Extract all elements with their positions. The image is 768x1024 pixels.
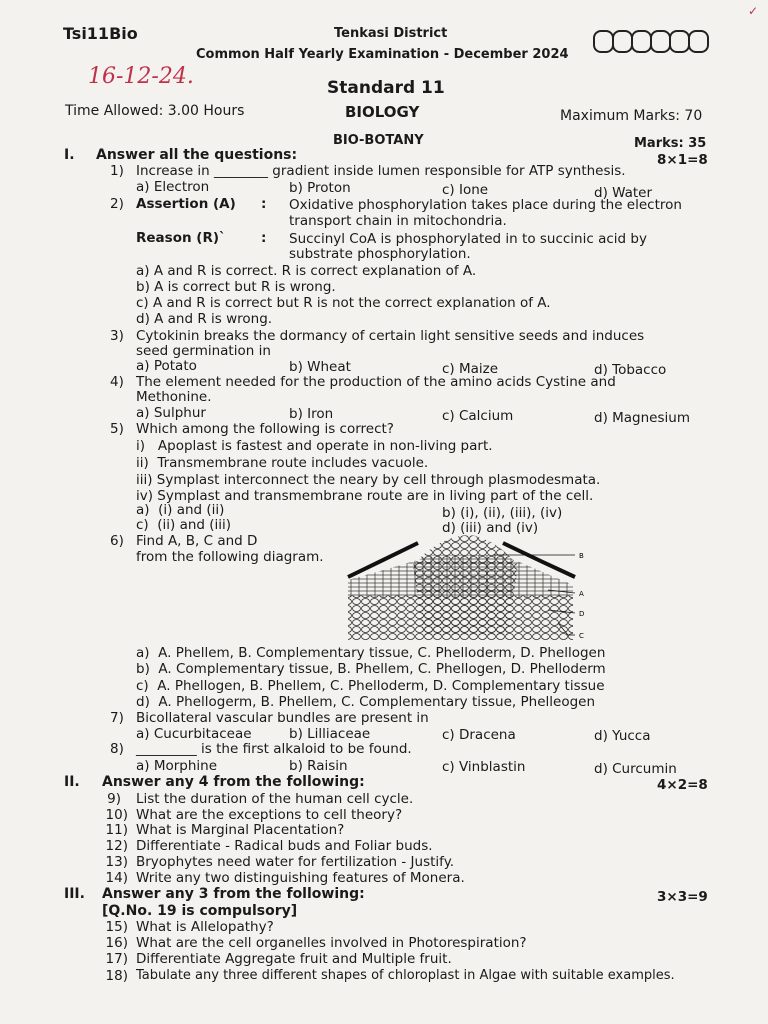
q15-number: 15) <box>105 919 128 935</box>
q12-number: 12) <box>105 838 128 854</box>
time-allowed: Time Allowed: 3.00 Hours <box>65 103 245 119</box>
section-3-note: [Q.No. 19 is compulsory] <box>102 903 298 919</box>
q11-text: What is Marginal Placentation? <box>136 822 345 838</box>
section-2-marks: 4×2=8 <box>657 777 708 793</box>
q2-option-b: b) A is correct but R is wrong. <box>136 279 336 295</box>
q1-option-b: b) Proton <box>289 180 351 196</box>
q7-option-d: d) Yucca <box>594 728 651 744</box>
q3-option-b: b) Wheat <box>289 359 351 375</box>
q4-option-d: d) Magnesium <box>594 410 690 426</box>
q5-text: Which among the following is correct? <box>136 421 394 437</box>
q1-option-a: a) Electron <box>136 179 210 195</box>
red-pen-mark: ✓ <box>748 4 759 18</box>
q3-option-d: d) Tobacco <box>594 362 667 378</box>
q4-option-a: a) Sulphur <box>136 405 206 421</box>
q5-option-d: d) (iii) and (iv) <box>442 520 539 536</box>
section-3-marks: 3×3=9 <box>657 889 708 905</box>
q14-text: Write any two distinguishing features of Monera. <box>136 870 465 886</box>
q5-statement-ii: ii) Transmembrane route includes vacuole. <box>136 455 429 471</box>
q11-number: 11) <box>105 822 128 838</box>
q8-option-b: b) Raisin <box>289 758 348 774</box>
q12-text: Differentiate - Radical buds and Foliar buds. <box>136 838 433 854</box>
section-2-title: Answer any 4 from the following: <box>102 774 365 790</box>
q1-option-d: d) Water <box>594 185 653 201</box>
q2-assertion-colon: : <box>261 196 267 212</box>
q5-statement-iii: iii) Symplast interconnect the neary by cell through plasmodesmata. <box>136 472 601 488</box>
q16-text: What are the cell organelles involved in Photorespiration? <box>136 935 527 951</box>
q4-text-line-2: Methonine. <box>136 389 212 405</box>
part-title: BIO-BOTANY <box>333 133 424 148</box>
paper-code: Tsi11Bio <box>63 24 138 43</box>
q1-text: Increase in ________ gradient inside lumen responsible for ATP synthesis. <box>136 163 626 179</box>
maximum-marks: Maximum Marks: 70 <box>560 108 703 124</box>
q9-text: List the duration of the human cell cycle. <box>136 791 414 807</box>
q4-number: 4) <box>110 374 124 390</box>
q6-option-d: d) A. Phellogerm, B. Phellem, C. Complementary tissue, Phelleogen <box>136 694 596 710</box>
q8-number: 8) <box>110 741 124 757</box>
q5-statement-iv: iv) Symplast and transmembrane route are in living part of the cell. <box>136 488 594 504</box>
q2-reason-line-1: Succinyl CoA is phosphorylated in to succinic acid by <box>289 231 647 247</box>
section-3-number: III. <box>64 886 85 902</box>
q7-text: Bicollateral vascular bundles are present in <box>136 710 429 726</box>
q13-number: 13) <box>105 854 128 870</box>
q2-number: 2) <box>110 196 124 212</box>
section-1-number: I. <box>64 147 75 163</box>
q8-option-a: a) Morphine <box>136 758 218 774</box>
q6-option-c: c) A. Phellogen, B. Phellem, C. Phelloderm, D. Complementary tissue <box>136 678 605 694</box>
exam-title: Common Half Yearly Examination - December 2024 <box>196 47 569 62</box>
q5-number: 5) <box>110 421 124 437</box>
q2-assertion-line-1: Oxidative phosphorylation takes place during the electron <box>289 197 682 213</box>
q10-text: What are the exceptions to cell theory? <box>136 807 403 823</box>
periderm-diagram <box>343 535 593 645</box>
diagram-label-b: B <box>579 552 584 560</box>
q1-option-c: c) Ione <box>442 182 489 198</box>
section-1-marks: 8×1=8 <box>657 152 708 168</box>
q6-text-line-1: Find A, B, C and D <box>136 533 258 549</box>
q2-reason-colon: : <box>261 230 267 246</box>
q4-text-line-1: The element needed for the production of the amino acids Cystine and <box>136 374 616 390</box>
q3-text-line-1: Cytokinin breaks the dormancy of certain light sensitive seeds and induces <box>136 328 645 344</box>
q3-option-a: a) Potato <box>136 358 197 374</box>
q6-option-b: b) A. Complementary tissue, B. Phellem, C. Phellogen, D. Phelloderm <box>136 661 606 677</box>
q13-text: Bryophytes need water for fertilization - Justify. <box>136 854 455 870</box>
part-marks: Marks: 35 <box>634 136 707 151</box>
q5-option-c: c) (ii) and (iii) <box>136 517 232 533</box>
section-1-title: Answer all the questions: <box>96 147 298 163</box>
q3-number: 3) <box>110 328 124 344</box>
q2-reason-label: Reason (R)` <box>136 230 226 246</box>
q4-option-c: c) Calcium <box>442 408 514 424</box>
q10-number: 10) <box>105 807 128 823</box>
q2-assertion-line-2: transport chain in mitochondria. <box>289 213 507 229</box>
q14-number: 14) <box>105 870 128 886</box>
q8-option-d: d) Curcumin <box>594 761 677 777</box>
q5-statement-i: i) Apoplast is fastest and operate in non-living part. <box>136 438 493 454</box>
q7-option-b: b) Lilliaceae <box>289 726 371 742</box>
section-3-title: Answer any 3 from the following: <box>102 886 365 902</box>
subject-label: BIOLOGY <box>345 103 420 121</box>
q2-assertion-label: Assertion (A) <box>136 196 236 212</box>
q9-number: 9) <box>107 791 121 807</box>
q17-number: 17) <box>105 951 128 967</box>
q4-option-b: b) Iron <box>289 406 334 422</box>
register-number-boxes <box>593 30 707 53</box>
q1-number: 1) <box>110 163 124 179</box>
q7-option-a: a) Cucurbitaceae <box>136 726 252 742</box>
q18-number: 18) <box>105 968 128 984</box>
q2-option-a: a) A and R is correct. R is correct explanation of A. <box>136 263 477 279</box>
q2-reason-line-2: substrate phosphorylation. <box>289 246 471 262</box>
handwritten-date: 16-12-24. <box>88 64 194 89</box>
q8-text: _________ is the first alkaloid to be found. <box>136 741 412 757</box>
q7-option-c: c) Dracena <box>442 727 516 743</box>
diagram-label-d: D <box>579 610 585 618</box>
standard-label: Standard 11 <box>327 78 445 98</box>
q17-text: Differentiate Aggregate fruit and Multiple fruit. <box>136 951 452 967</box>
q3-text-line-2: seed germination in <box>136 343 271 359</box>
q2-option-d: d) A and R is wrong. <box>136 311 273 327</box>
q6-text-line-2: from the following diagram. <box>136 549 324 565</box>
diagram-label-c: C <box>579 632 584 640</box>
q2-option-c: c) A and R is correct but R is not the correct explanation of A. <box>136 295 551 311</box>
q8-option-c: c) Vinblastin <box>442 759 526 775</box>
q5-option-b: b) (i), (ii), (iii), (iv) <box>442 505 563 521</box>
diagram-label-a: A <box>579 590 584 598</box>
q18-text: Tabulate any three different shapes of chloroplast in Algae with suitable examples. <box>136 968 675 983</box>
q6-number: 6) <box>110 533 124 549</box>
q6-option-a: a) A. Phellem, B. Complementary tissue, C. Phelloderm, D. Phellogen <box>136 645 606 661</box>
section-2-number: II. <box>64 774 80 790</box>
q15-text: What is Allelopathy? <box>136 919 274 935</box>
q16-number: 16) <box>105 935 128 951</box>
district-title: Tenkasi District <box>334 26 448 41</box>
q5-option-a: a) (i) and (ii) <box>136 502 225 518</box>
q7-number: 7) <box>110 710 124 726</box>
q3-option-c: c) Maize <box>442 361 499 377</box>
